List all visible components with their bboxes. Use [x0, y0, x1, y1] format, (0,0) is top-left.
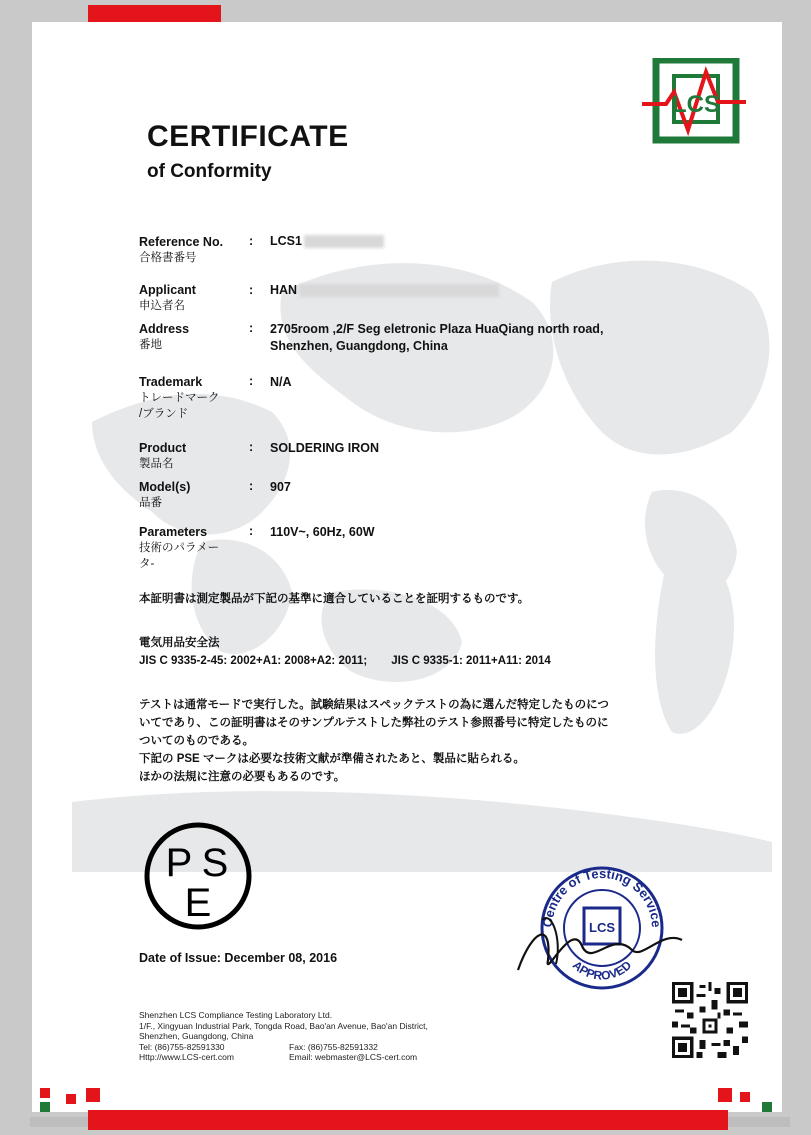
colon: : — [249, 524, 254, 538]
decor-square — [66, 1094, 76, 1104]
conformity-statement: 本証明書は測定製品が下記の基準に適合していることを証明するものです。 — [139, 593, 530, 605]
decor-square — [40, 1088, 50, 1098]
svg-text:Centre of Testing Service: Centre of Testing Service — [539, 865, 665, 928]
parameters-label: Parameters 技術のパラメー タ- — [139, 525, 220, 570]
lcs-logo — [640, 58, 748, 144]
qr-code — [672, 982, 748, 1058]
colon: : — [249, 321, 254, 335]
decor-square — [40, 1102, 50, 1112]
decor-square — [86, 1088, 100, 1102]
address-value: 2705room ,2/F Seg eletronic Plaza HuaQiang north road, Shenzhen, Guangdong, China — [270, 322, 604, 353]
svg-text:LCS: LCS — [672, 91, 720, 118]
model-label: Model(s) 品番 — [139, 480, 191, 509]
parameters-value: 110V~, 60Hz, 60W — [270, 525, 375, 539]
address-label: Address 番地 — [139, 322, 190, 351]
product-value: SOLDERING IRON — [270, 441, 380, 455]
model-value: 907 — [270, 480, 291, 494]
certificate-page — [32, 22, 782, 1112]
certificate-subtitle: of Conformity — [147, 161, 272, 182]
svg-text:E: E — [184, 881, 212, 925]
reference-label: Reference No. 合格書番号 — [139, 235, 224, 264]
standards-law: 電気用品安全法 — [139, 637, 220, 649]
decor-square — [718, 1088, 732, 1102]
colon: : — [249, 479, 254, 493]
colon: : — [249, 374, 254, 388]
colon: : — [249, 440, 254, 454]
decor-square — [762, 1102, 772, 1112]
colon: : — [249, 283, 254, 297]
top-red-bar — [88, 5, 221, 23]
decor-square — [740, 1092, 750, 1102]
svg-text:P: P — [165, 841, 193, 885]
bottom-red-bar — [88, 1110, 728, 1130]
product-label: Product 製品名 — [139, 441, 187, 470]
standards-line: JIS C 9335-2-45: 2002+A1: 2008+A2: 2011; JIS C 9335-1: 2011+A11: 2014 — [139, 655, 551, 667]
applicant-value: HAN — [270, 282, 499, 299]
pse-mark — [142, 820, 254, 932]
applicant-label: Applicant 申込者名 — [139, 283, 196, 312]
svg-text:APPROVED: APPROVED — [569, 958, 635, 983]
approved-seal — [512, 860, 702, 990]
company-info: Shenzhen LCS Compliance Testing Laboratory Ltd. 1/F., Xingyuan Industrial Park, Tongda Road, Bao'an Avenue, Bao'an District, Shenzhen, Guangdong, China Tel: (86)755-82591330 Fax: (86)755-82591332 Http://www.LCS-cert.com Email: webmaster@LCS-cert.com — [139, 1010, 428, 1062]
colon: : — [249, 234, 254, 248]
svg-text:S: S — [201, 841, 229, 885]
svg-text:LCS: LCS — [589, 920, 615, 935]
reference-value: LCS1 — [270, 233, 384, 250]
trademark-label: Trademark トレードマーク /ブランド — [139, 375, 220, 420]
notes-block: テストは通常モードで実行した。試験結果はスペックテストの為に選んだ特定したものにつ いてであり、この証明書はそのサンプルテストした弊社のテスト参照番号に特定したものに ついてのものである。 下記の PSE マークは必要な技術文献が準備されたあと、製品に貼られる。 ほかの法規に注意の必要もあるのです。 — [139, 699, 609, 783]
trademark-value: N/A — [270, 375, 292, 389]
date-of-issue: Date of Issue: December 08, 2016 — [139, 951, 338, 965]
certificate-title: CERTIFICATE — [147, 120, 349, 153]
